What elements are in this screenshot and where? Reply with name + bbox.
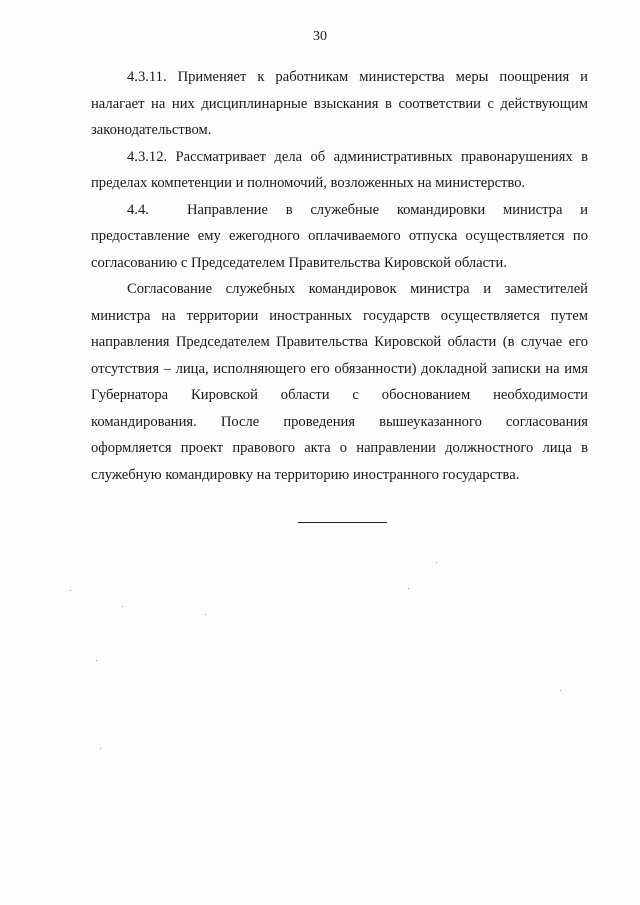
- paragraph-agreement: Согласование служебных командировок министра и заместителей министра на территории иностранных государств осуществляется путем направления Председателем Правительства Кировской области (в случае его отсутствия – лица, исполняющего его обязанности) докладной записки на имя Губернатора Кировской области с обоснованием необходимости командирования. После проведения вышеуказанного согласования оформляется проект правового акта о направлении должностного лица в служебную командировку на территорию иностранного государства.: [91, 281, 588, 483]
- scan-speck: [96, 660, 97, 661]
- paragraph-4-4-number: 4.4.: [127, 201, 149, 218]
- paragraph-4-3-12: 4.3.12. Рассматривает дела об административных правонарушениях в пределах компетенции и полномочий, возложенных на министерство.: [91, 148, 588, 191]
- scan-speck: [408, 588, 409, 589]
- paragraph-4-4-text: Направление в служебные командировки министра и предоставление ему ежегодного оплачиваемого отпуска осуществляется по согласованию с Председателем Правительства Кировской области.: [91, 201, 588, 271]
- scan-speck: [436, 562, 437, 563]
- paragraph-4-3-11: 4.3.11. Применяет к работникам министерства меры поощрения и налагает на них дисциплинарные взыскания в соответствии с действующим законодательством.: [91, 69, 588, 138]
- scan-speck: [122, 606, 123, 607]
- paragraph-4-4: [91, 197, 588, 277]
- scan-speck: [70, 590, 71, 591]
- page-number: 30: [313, 29, 327, 44]
- scan-speck: [560, 690, 561, 691]
- scan-speck: [100, 748, 101, 749]
- scan-speck: [205, 614, 206, 615]
- document-body: [91, 64, 588, 488]
- end-separator-line: [298, 522, 387, 523]
